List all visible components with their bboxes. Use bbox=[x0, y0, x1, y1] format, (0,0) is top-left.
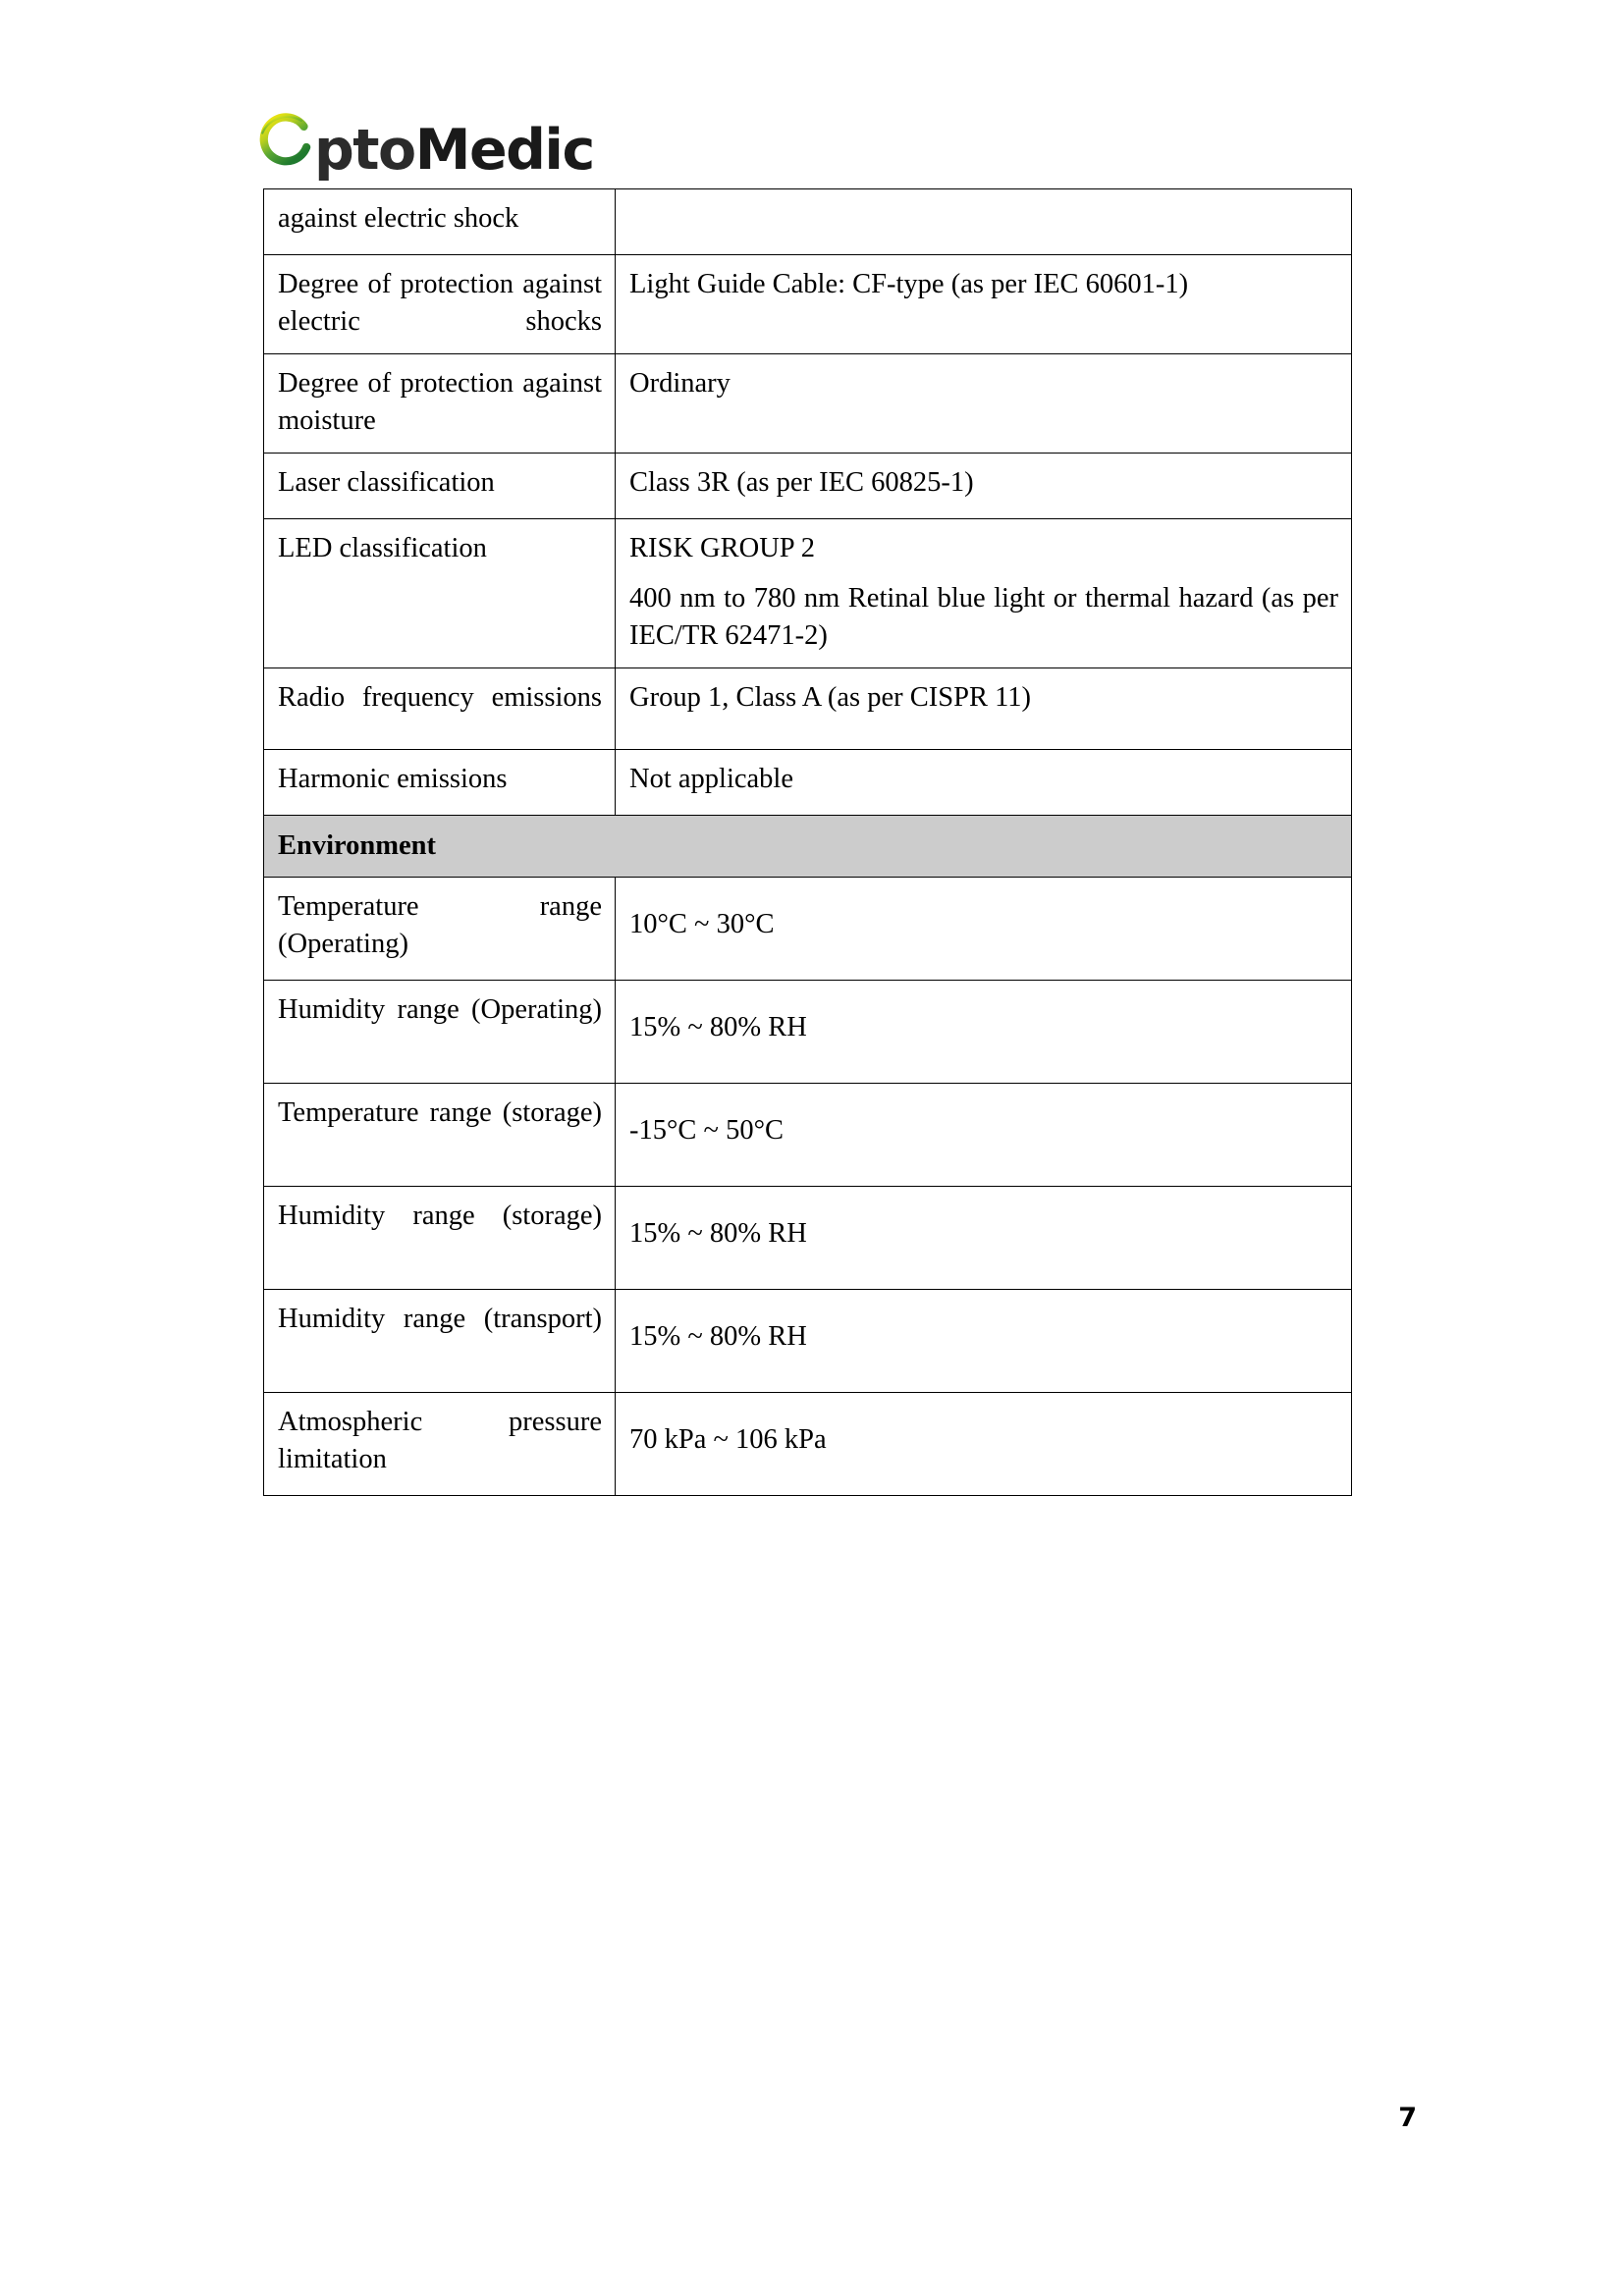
optomedic-circle-mark bbox=[253, 111, 318, 176]
row-value: Light Guide Cable: CF-type (as per IEC 60601-1) bbox=[629, 269, 1189, 299]
row-value: 70 kPa ~ 106 kPa bbox=[629, 1424, 827, 1456]
row-label-cell bbox=[264, 750, 616, 816]
row-label: Temperature range (Operating) bbox=[278, 891, 602, 960]
row-value-cell bbox=[616, 981, 1352, 1084]
row-label-cell bbox=[264, 878, 616, 981]
table-row bbox=[264, 353, 1352, 453]
table-row bbox=[264, 750, 1352, 816]
optomedic-logo bbox=[253, 106, 594, 181]
row-label: Atmospheric pressure limitation bbox=[278, 1407, 602, 1475]
row-label: Degree of protection against electric shocks bbox=[278, 269, 602, 337]
section-header-cell bbox=[264, 816, 1352, 878]
table-row bbox=[264, 1290, 1352, 1393]
table-row bbox=[264, 1187, 1352, 1290]
row-value bbox=[616, 519, 1351, 668]
row-label: Temperature range (storage) bbox=[278, 1097, 602, 1129]
table-row bbox=[264, 668, 1352, 750]
row-label: Radio frequency emissions bbox=[278, 682, 602, 714]
row-label-cell bbox=[264, 668, 616, 750]
row-label-cell bbox=[264, 453, 616, 518]
row-label-cell bbox=[264, 518, 616, 668]
row-value-cell bbox=[616, 1084, 1352, 1187]
table-row bbox=[264, 981, 1352, 1084]
row-label-cell bbox=[264, 353, 616, 453]
page-number: 7 bbox=[1398, 2103, 1417, 2133]
row-value-line: 400 nm to 780 nm Retinal blue light or thermal hazard (as per IEC/TR 62471-2) bbox=[629, 583, 1338, 652]
row-value-cell bbox=[616, 453, 1352, 518]
row-label: Harmonic emissions bbox=[278, 764, 508, 795]
row-value: 15% ~ 80% RH bbox=[629, 1321, 807, 1353]
table-row bbox=[264, 189, 1352, 255]
row-label: Laser classification bbox=[278, 466, 495, 498]
table-row bbox=[264, 1393, 1352, 1496]
row-value-line: RISK GROUP 2 bbox=[629, 532, 815, 563]
row-label: against electric shock bbox=[278, 203, 519, 234]
table-row bbox=[264, 878, 1352, 981]
row-value-cell bbox=[616, 518, 1352, 668]
row-label-cell bbox=[264, 189, 616, 255]
row-label-cell bbox=[264, 1084, 616, 1187]
row-label-cell bbox=[264, 1393, 616, 1496]
row-value-cell bbox=[616, 668, 1352, 750]
row-value: Group 1, Class A (as per CISPR 11) bbox=[629, 682, 1032, 714]
row-value bbox=[616, 189, 1351, 254]
table-row bbox=[264, 518, 1352, 668]
row-value: 15% ~ 80% RH bbox=[629, 1012, 807, 1043]
logo-text-medic: Medic bbox=[414, 117, 594, 183]
row-label: LED classification bbox=[278, 532, 487, 563]
row-label-cell bbox=[264, 1290, 616, 1393]
row-label: Humidity range (storage) bbox=[278, 1201, 602, 1232]
row-label: Humidity range (Operating) bbox=[278, 994, 602, 1026]
section-title: Environment bbox=[278, 830, 436, 862]
row-value-cell bbox=[616, 353, 1352, 453]
row-value-cell bbox=[616, 750, 1352, 816]
row-value-cell bbox=[616, 1393, 1352, 1496]
row-label: Humidity range (transport) bbox=[278, 1304, 602, 1335]
table-row bbox=[264, 255, 1352, 354]
row-label: Degree of protection against moisture bbox=[278, 367, 602, 436]
table-section-header-row bbox=[264, 816, 1352, 878]
row-value-cell bbox=[616, 1290, 1352, 1393]
row-value-cell bbox=[616, 1187, 1352, 1290]
table-body bbox=[264, 189, 1352, 1496]
row-value: 10°C ~ 30°C bbox=[629, 909, 775, 940]
row-label-cell bbox=[264, 981, 616, 1084]
row-value-cell bbox=[616, 255, 1352, 354]
specification-table bbox=[263, 188, 1352, 1496]
row-value: Ordinary bbox=[629, 367, 731, 399]
optomedic-wordmark bbox=[314, 117, 594, 183]
row-label-cell bbox=[264, 255, 616, 354]
row-label-cell bbox=[264, 1187, 616, 1290]
row-value-cell bbox=[616, 189, 1352, 255]
row-value: Not applicable bbox=[629, 764, 793, 795]
logo-text-pto: pto bbox=[314, 117, 415, 183]
row-value: -15°C ~ 50°C bbox=[629, 1115, 784, 1147]
table-row bbox=[264, 453, 1352, 518]
row-value: 15% ~ 80% RH bbox=[629, 1218, 807, 1250]
row-value: Class 3R (as per IEC 60825-1) bbox=[629, 466, 974, 498]
row-value-cell bbox=[616, 878, 1352, 981]
table-row bbox=[264, 1084, 1352, 1187]
